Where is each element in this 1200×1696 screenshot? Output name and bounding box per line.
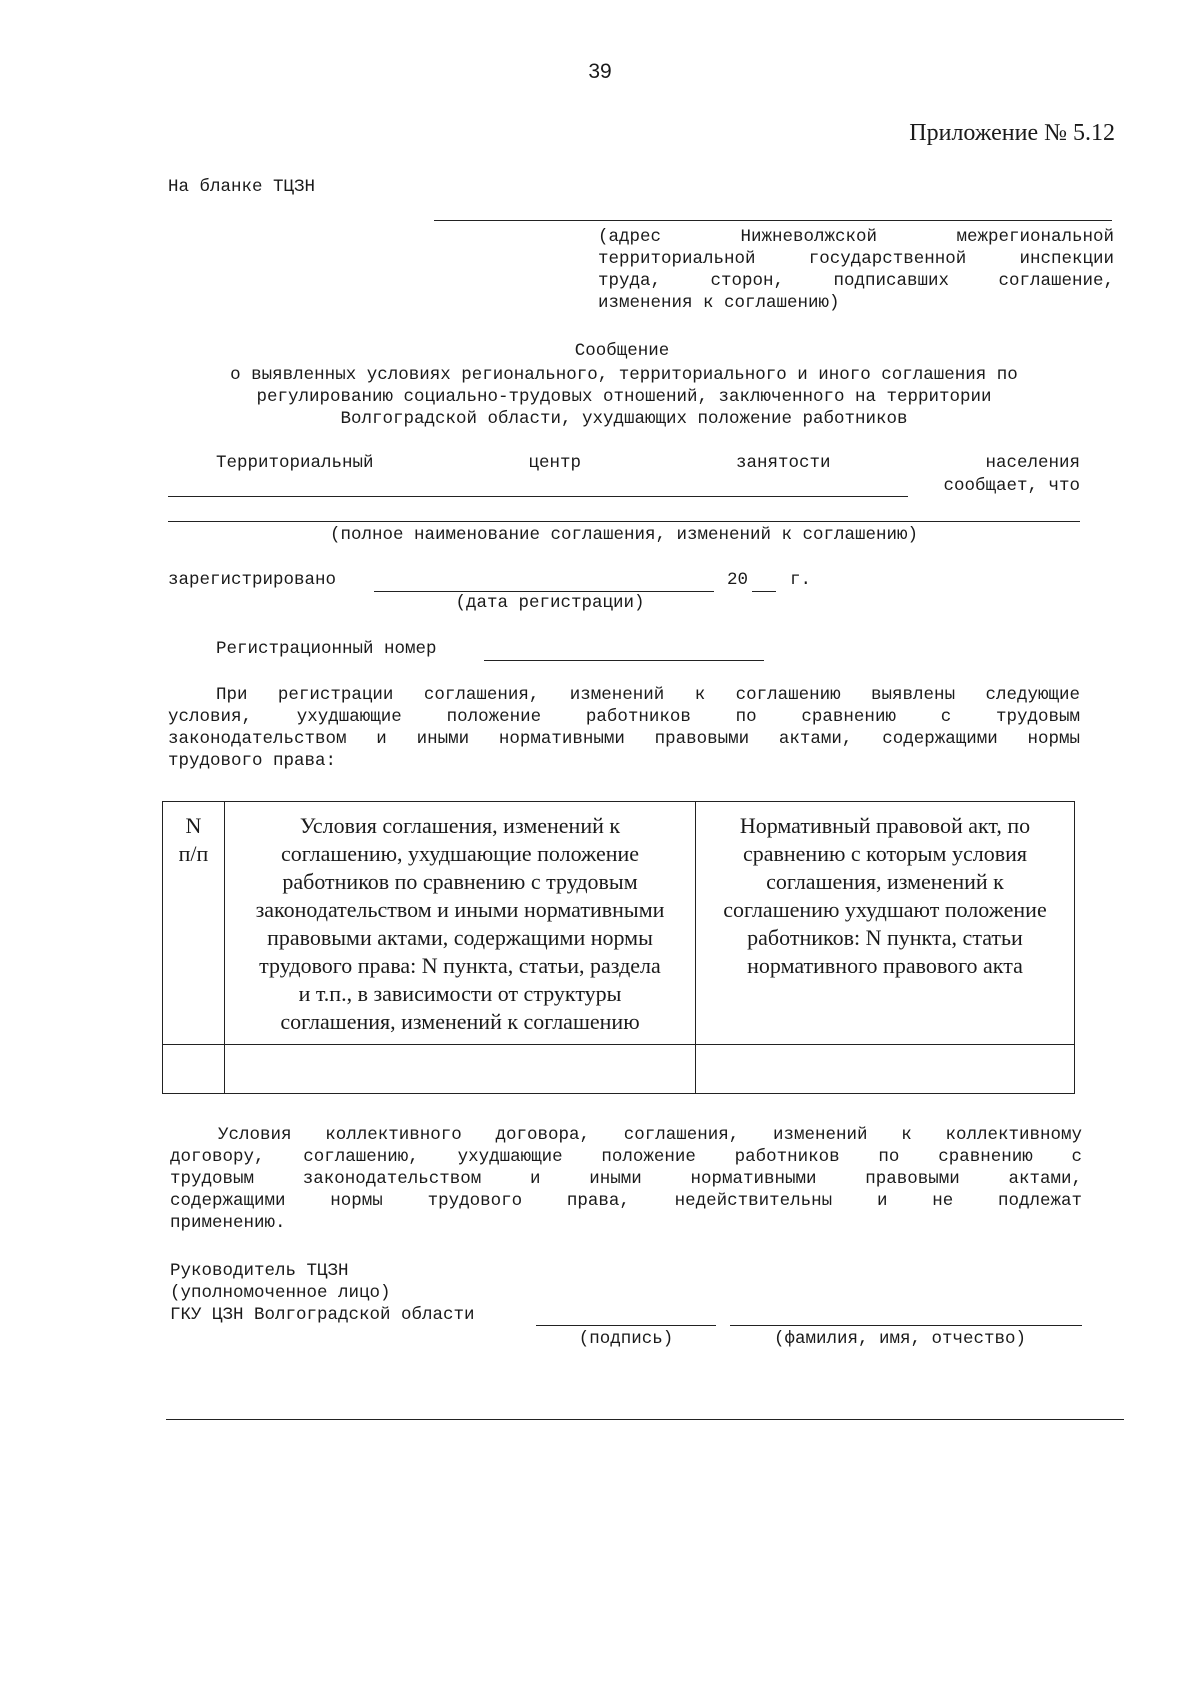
header-num: N п/п (163, 802, 225, 1045)
intro-words: Территориальный центр занятости населения (216, 453, 1080, 473)
registered-label: зарегистрировано (168, 570, 337, 590)
address-caption-line: (адрес Нижневолжской межрегиональной (598, 227, 1114, 247)
paragraph-line: трудовым законодательством и иными нормативными правовыми актами, (170, 1169, 1082, 1189)
row-num-cell (163, 1045, 225, 1094)
registration-number-line (484, 660, 764, 661)
address-caption-line: территориальной государственной инспекции (598, 249, 1114, 269)
registration-year-prefix: 20 (727, 570, 749, 590)
paragraph-line: При регистрации соглашения, изменений к соглашению выявлены следующие (216, 685, 1080, 705)
letterhead-note: На бланке ТЦЗН (168, 177, 316, 197)
signatory-organization: ГКУ ЦЗН Волгоградской области (170, 1305, 475, 1325)
message-heading: Сообщение (574, 341, 670, 361)
paragraph-line: законодательством и иными нормативными правовыми актами, содержащими нормы (168, 729, 1080, 749)
subtitle-line: Волгоградской области, ухудшающих положение работников (340, 409, 908, 429)
center-name-line (168, 496, 908, 497)
agreement-name-line (168, 521, 1080, 522)
paragraph-line: условия, ухудшающие положение работников по сравнению с трудовым (168, 707, 1080, 727)
findings-paragraph (168, 684, 1080, 772)
address-caption (598, 226, 1114, 314)
page-number: 39 (588, 60, 612, 83)
paragraph-line: Условия коллективного договора, соглашения, изменений к коллективному (218, 1125, 1082, 1145)
signatory-title: Руководитель ТЦЗН (170, 1261, 349, 1281)
subtitle-line: о выявленных условиях регионального, территориального и иного соглашения по (230, 365, 1018, 385)
header-conditions: Условия соглашения, изменений к соглашению, ухудшающие положение работников по сравнению с трудовым законодательством и иными нормативными правовыми актами, содержащими нормы трудового права: N пункта, статьи, раздела и т.п., в зависимости от структуры соглашения, изменений к соглашению (225, 802, 696, 1045)
registration-year-line (752, 591, 776, 592)
signature-line (536, 1325, 716, 1326)
agreement-name-caption: (полное наименование соглашения, изменений к соглашению) (329, 525, 919, 545)
full-name-line (730, 1325, 1082, 1326)
address-caption-line: труда, сторон, подписавших соглашение, (598, 271, 1114, 291)
violations-table (162, 801, 1075, 1094)
header-normative-act: Нормативный правовой акт, по сравнению с которым условия соглашения, изменений к соглашению ухудшают положение работников: N пункта, статьи нормативного правового акта (696, 802, 1075, 1045)
table-header-row (163, 802, 1075, 1045)
signatory-authorized: (уполномоченное лицо) (170, 1283, 391, 1303)
paragraph-line: содержащими нормы трудового права, недействительны и не подлежат (170, 1191, 1082, 1211)
registration-year-suffix: г. (790, 570, 812, 590)
subtitle-line: регулированию социально-трудовых отношений, заключенного на территории (256, 387, 992, 407)
signature-block (170, 1260, 475, 1326)
paragraph-line: договору, соглашению, ухудшающие положение работников по сравнению с (170, 1147, 1082, 1167)
reports-text: сообщает, что (943, 476, 1080, 496)
address-line (434, 220, 1112, 221)
message-subtitle (160, 364, 1088, 430)
table-row (163, 1045, 1075, 1094)
invalidity-paragraph (170, 1124, 1082, 1234)
paragraph-line: применению. (170, 1213, 286, 1233)
paragraph-line: трудового права: (168, 751, 337, 771)
signature-caption: (подпись) (578, 1329, 674, 1349)
row-act-cell (696, 1045, 1075, 1094)
full-name-caption: (фамилия, имя, отчество) (773, 1329, 1027, 1349)
registration-number-label: Регистрационный номер (216, 639, 437, 659)
bottom-rule (166, 1419, 1124, 1420)
appendix-label: Приложение № 5.12 (909, 120, 1115, 146)
registration-date-caption: (дата регистрации) (455, 593, 645, 613)
address-caption-line: изменения к соглашению) (598, 293, 840, 313)
row-conditions-cell (225, 1045, 696, 1094)
